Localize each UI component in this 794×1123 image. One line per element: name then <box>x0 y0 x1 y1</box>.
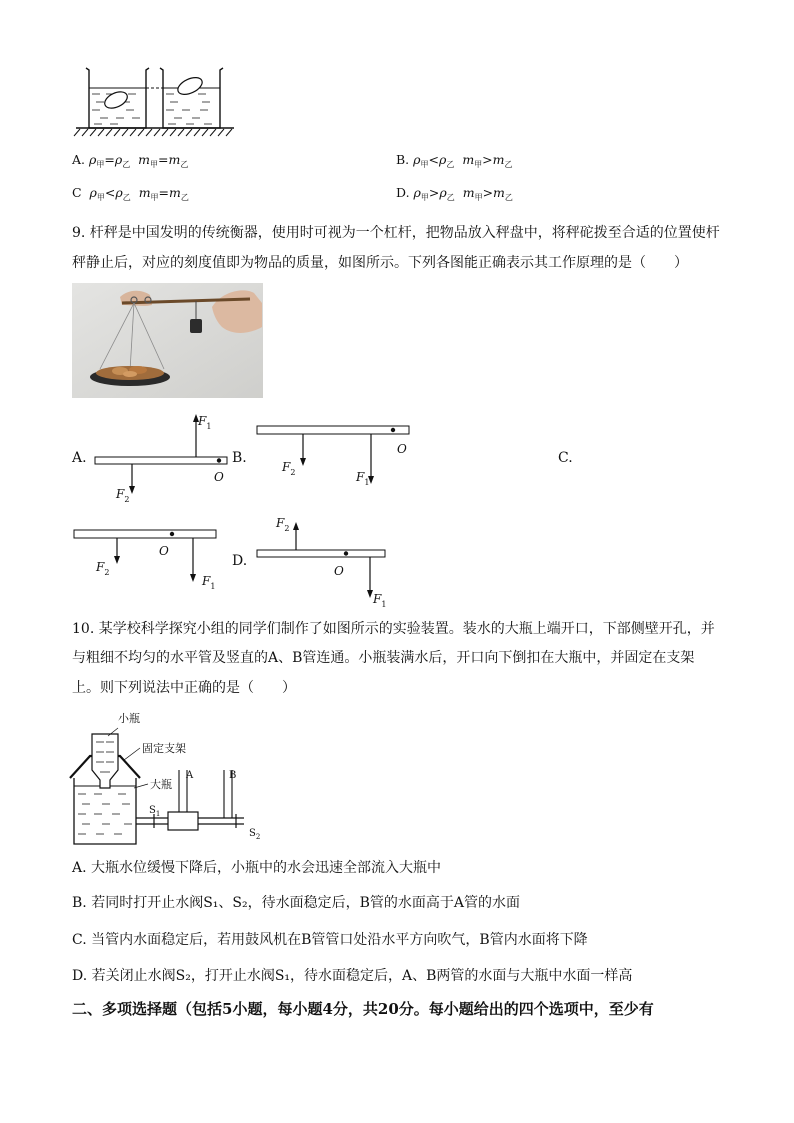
q9-option-a-label[interactable]: A. <box>72 450 87 466</box>
force-symbol: F <box>202 574 211 588</box>
section-2-heading: 二、多项选择题（包括5小题，每小题4分，共20分。每小题给出的四个选项中，至少有 <box>72 1000 654 1018</box>
q10-stem-line-1: 10. 某学校科学探究小组的同学们制作了如图所示的实验装置。装水的大瓶上端开口，下部侧壁开孔，并 <box>72 621 715 637</box>
lever-d-f1-label <box>373 588 386 609</box>
q10-option-a[interactable]: A. 大瓶水位缓慢下降后，小瓶中的水会迅速全部流入大瓶中 <box>72 860 442 876</box>
subscript: 甲 <box>474 160 483 169</box>
subscript: 乙 <box>122 193 131 202</box>
subscript: 甲 <box>150 160 159 169</box>
relation: = <box>158 185 170 200</box>
subscript: 1 <box>210 582 216 592</box>
subscript: 1 <box>206 422 212 432</box>
rho-symbol: ρ <box>115 185 123 200</box>
subscript: 乙 <box>122 160 131 169</box>
relation: < <box>428 152 439 167</box>
q9-option-d-label[interactable]: D. <box>232 553 248 569</box>
subscript: 乙 <box>504 160 513 169</box>
rho-symbol: ρ <box>413 185 421 200</box>
rho-symbol: ρ <box>439 152 447 167</box>
subscript: 2 <box>124 495 130 505</box>
force-symbol: F <box>198 414 207 428</box>
subscript: 甲 <box>96 193 105 202</box>
q9-option-c-label[interactable]: C. <box>558 450 573 466</box>
subscript: 甲 <box>420 160 429 169</box>
force-symbol: F <box>276 516 285 530</box>
relation: > <box>482 152 493 167</box>
q10-option-c[interactable]: C. 当管内水面稳定后，若用鼓风机在B管管口处沿水平方向吹气，B管内水面将下降 <box>72 932 588 948</box>
lever-b-f1-label <box>356 466 369 487</box>
lever-d-pivot-label <box>334 560 344 579</box>
lever-c-f1-label <box>202 570 215 591</box>
option-letter: A. <box>72 152 86 167</box>
lever-d-f2-label <box>276 512 289 533</box>
q9-stem-line-1: 9. 杆秤是中国发明的传统衡器，使用时可视为一个杠杆，把物品放入秤盘中，将秤砣拨至合适的位置使杆 <box>72 225 720 241</box>
pivot-symbol: O <box>334 564 344 578</box>
beakers-figure <box>70 62 240 140</box>
subscript: 甲 <box>150 193 159 202</box>
label-small-bottle: 小瓶 <box>118 712 140 725</box>
q10-option-d[interactable]: D. 若关闭止水阀S₂，打开止水阀S₁，待水面稳定后，A、B两管的水面与大瓶中水面一样高 <box>72 968 633 984</box>
subscript: 1 <box>381 600 387 610</box>
subscript: 乙 <box>180 160 189 169</box>
valve-symbol: S <box>249 828 256 839</box>
force-symbol: F <box>282 460 291 474</box>
label-tube-b: B <box>229 770 237 781</box>
lever-a-pivot-label <box>214 466 224 485</box>
relation: > <box>428 185 440 200</box>
valve-symbol: S <box>149 805 156 816</box>
subscript: 2 <box>104 568 110 578</box>
subscript: 1 <box>364 478 370 488</box>
force-symbol: F <box>373 592 382 606</box>
relation: < <box>104 185 116 200</box>
subscript: 2 <box>255 833 261 841</box>
relation: = <box>104 152 115 167</box>
mass-symbol: m <box>138 152 151 167</box>
mass-symbol: m <box>169 185 181 200</box>
pivot-symbol: O <box>214 470 224 484</box>
q9-stem-line-2: 秤静止后，对应的刻度值即为物品的质量，如图所示。下列各图能正确表示其工作原理的是（ ） <box>72 255 688 271</box>
relation: = <box>158 152 169 167</box>
force-symbol: F <box>116 487 125 501</box>
label-stand: 固定支架 <box>142 742 186 755</box>
pivot-symbol: O <box>159 544 169 558</box>
rho-symbol: ρ <box>413 152 421 167</box>
q8-option-a[interactable] <box>72 151 188 174</box>
option-letter: B. <box>396 152 410 167</box>
lever-c-pivot-label <box>159 540 169 559</box>
q8-option-d[interactable] <box>396 184 513 207</box>
mass-symbol: m <box>492 152 505 167</box>
q10-stem-line-3: 上。则下列说法中正确的是（ ） <box>72 680 296 696</box>
steelyard-photo <box>72 283 263 398</box>
option-letter: C <box>72 185 82 200</box>
option-letter: D. <box>396 185 410 200</box>
label-big-bottle: 大瓶 <box>150 778 172 791</box>
subscript: 乙 <box>504 193 513 202</box>
subscript: 甲 <box>96 160 105 169</box>
lever-b-pivot-label <box>397 438 407 457</box>
label-tube-a: A <box>186 770 194 781</box>
rho-symbol: ρ <box>114 152 123 167</box>
lever-a-f1-label <box>198 410 211 431</box>
relation: > <box>482 185 494 200</box>
q8-option-c[interactable] <box>72 184 189 207</box>
subscript: 2 <box>284 524 290 534</box>
subscript: 乙 <box>446 160 455 169</box>
mass-symbol: m <box>462 152 475 167</box>
force-symbol: F <box>96 560 105 574</box>
subscript: 2 <box>290 468 296 478</box>
force-symbol: F <box>356 470 365 484</box>
subscript: 1 <box>155 810 161 818</box>
rho-symbol: ρ <box>89 185 97 200</box>
q9-option-b-label[interactable]: B. <box>232 450 247 466</box>
q8-option-b[interactable] <box>396 151 513 174</box>
subscript: 乙 <box>180 193 189 202</box>
subscript: 甲 <box>420 193 429 202</box>
mass-symbol: m <box>493 185 505 200</box>
q10-stem-line-2: 与粗细不均匀的水平管及竖直的A、B管连通。小瓶装满水后，开口向下倒扣在大瓶中，并固定在支架 <box>72 650 695 666</box>
lever-b-f2-label <box>282 456 295 477</box>
lever-diagram-b[interactable] <box>254 422 414 488</box>
mass-symbol: m <box>138 185 151 200</box>
q10-option-b[interactable]: B. 若同时打开止水阀S₁、S₂，待水面稳定后，B管的水面高于A管的水面 <box>72 895 520 911</box>
label-valve-s2 <box>249 828 260 841</box>
pivot-symbol: O <box>397 442 407 456</box>
lever-diagram-c[interactable] <box>72 526 222 592</box>
rho-symbol: ρ <box>89 152 97 167</box>
mass-symbol: m <box>168 152 181 167</box>
subscript: 甲 <box>474 193 483 202</box>
lever-a-f2-label <box>116 483 129 504</box>
lever-c-f2-label <box>96 556 109 577</box>
mass-symbol: m <box>462 185 475 200</box>
label-valve-s1 <box>149 805 160 818</box>
subscript: 乙 <box>446 193 455 202</box>
rho-symbol: ρ <box>439 185 447 200</box>
